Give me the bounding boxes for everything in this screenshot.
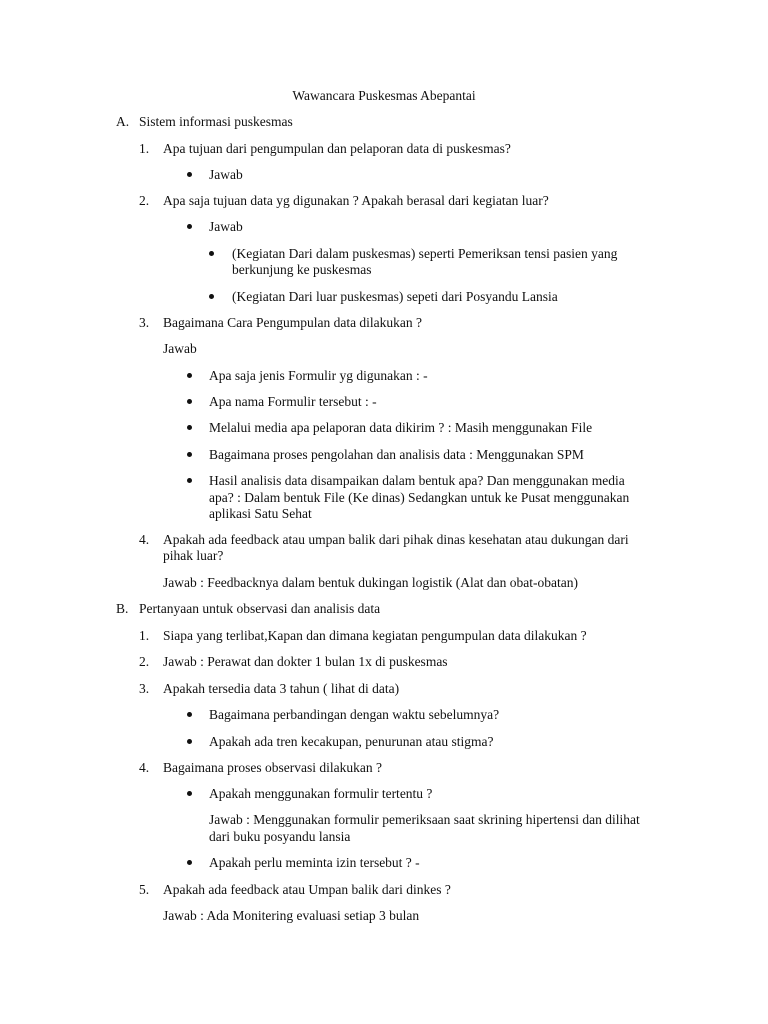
b-q3-marker: 3. <box>139 681 150 696</box>
bullet-icon <box>187 425 192 430</box>
b-q1-text: Siapa yang terlibat,Kapan dan dimana kegiatan pengumpulan data dilakukan ? <box>163 628 587 643</box>
a-q2-text: Apa saja tujuan data yg digunakan ? Apakah berasal dari kegiatan luar? <box>163 193 549 208</box>
b-q2-text: Jawab : Perawat dan dokter 1 bulan 1x di puskesmas <box>163 654 448 669</box>
a-q3-item5-line1: Hasil analisis data disampaikan dalam bentuk apa? Dan menggunakan media <box>209 473 625 488</box>
b-q4-item2: Apakah perlu meminta izin tersebut ? - <box>209 855 420 870</box>
b-q2-marker: 2. <box>139 654 150 669</box>
a-q2-sub1-line1: (Kegiatan Dari dalam puskesmas) seperti Pemeriksan tensi pasien yang <box>232 246 618 261</box>
bullet-icon <box>187 452 192 457</box>
bullet-icon <box>187 172 192 177</box>
a-q3-item: Apa saja jenis Formulir yg digunakan : - <box>209 368 428 383</box>
b-q5-marker: 5. <box>139 882 150 897</box>
b-q4-text: Bagaimana proses observasi dilakukan ? <box>163 760 382 775</box>
section-a-heading: Sistem informasi puskesmas <box>139 114 293 129</box>
a-q3-item: Apa nama Formulir tersebut : - <box>209 394 377 409</box>
b-q4-answer-line2: dari buku posyandu lansia <box>209 829 351 844</box>
a-q3-item: Bagaimana proses pengolahan dan analisis data : Menggunakan SPM <box>209 447 584 462</box>
a-q4-line2: pihak luar? <box>163 548 224 563</box>
b-q3-item: Apakah ada tren kecakupan, penurunan atau stigma? <box>209 734 494 749</box>
b-q4-answer-line1: Jawab : Menggunakan formulir pemeriksaan saat skrining hipertensi dan dilihat <box>209 812 640 827</box>
a-q1-text: Apa tujuan dari pengumpulan dan pelaporan data di puskesmas? <box>163 141 511 156</box>
a-q2-sub2: (Kegiatan Dari luar puskesmas) sepeti dari Posyandu Lansia <box>232 289 558 304</box>
a-q3-answer: Jawab <box>163 341 197 356</box>
a-q3-item: Melalui media apa pelaporan data dikirim ? : Masih menggunakan File <box>209 420 593 435</box>
a-q2-marker: 2. <box>139 193 150 208</box>
a-q1-answer: Jawab <box>209 167 243 182</box>
a-q2-answer: Jawab <box>209 219 243 234</box>
b-q5-text: Apakah ada feedback atau Umpan balik dari dinkes ? <box>163 882 451 897</box>
a-q2-sub1-line2: berkunjung ke puskesmas <box>232 262 372 277</box>
b-q3-text: Apakah tersedia data 3 tahun ( lihat di data) <box>163 681 400 696</box>
a-q4-marker: 4. <box>139 532 150 547</box>
b-q1-marker: 1. <box>139 628 150 643</box>
a-q3-item5-line2: apa? : Dalam bentuk File (Ke dinas) Sedangkan untuk ke Pusat menggunakan <box>209 490 630 505</box>
bullet-icon <box>209 294 214 299</box>
bullet-icon <box>187 791 192 796</box>
b-q4-marker: 4. <box>139 760 150 775</box>
bullet-icon <box>187 373 192 378</box>
document-title: Wawancara Puskesmas Abepantai <box>292 88 476 103</box>
bullet-icon <box>187 860 192 865</box>
a-q3-marker: 3. <box>139 315 150 330</box>
a-q3-item5-line3: aplikasi Satu Sehat <box>209 506 312 521</box>
section-a-marker: A. <box>116 114 130 129</box>
a-q1-marker: 1. <box>139 141 150 156</box>
a-q3-text: Bagaimana Cara Pengumpulan data dilakukan ? <box>163 315 423 330</box>
section-b-marker: B. <box>116 601 129 616</box>
bullet-icon <box>187 224 192 229</box>
a-q4-line1: Apakah ada feedback atau umpan balik dari pihak dinas kesehatan atau dukungan dari <box>163 532 629 547</box>
section-b-heading: Pertanyaan untuk observasi dan analisis data <box>139 601 381 616</box>
bullet-icon <box>187 712 192 717</box>
a-q4-answer: Jawab : Feedbacknya dalam bentuk dukingan logistik (Alat dan obat-obatan) <box>163 575 579 590</box>
b-q3-item: Bagaimana perbandingan dengan waktu sebelumnya? <box>209 707 500 722</box>
b-q5-answer: Jawab : Ada Monitering evaluasi setiap 3 bulan <box>163 908 420 923</box>
bullet-icon <box>187 478 192 483</box>
bullet-icon <box>187 739 192 744</box>
bullet-icon <box>209 251 214 256</box>
b-q4-item1: Apakah menggunakan formulir tertentu ? <box>209 786 433 801</box>
bullet-icon <box>187 399 192 404</box>
